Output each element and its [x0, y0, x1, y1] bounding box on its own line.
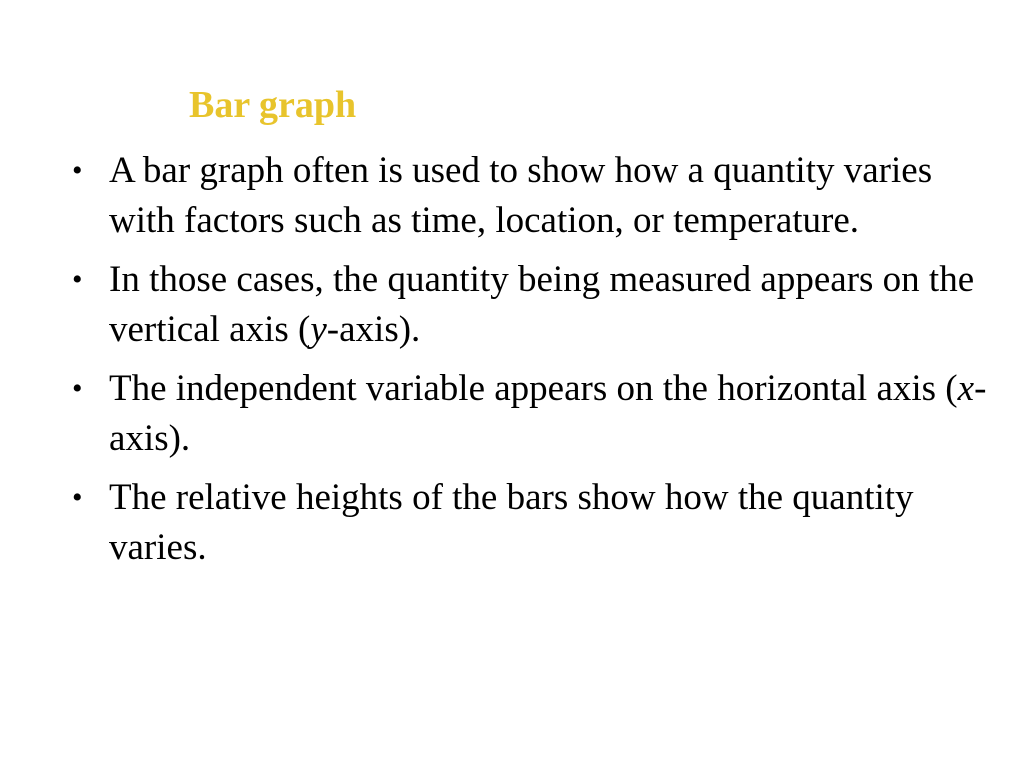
- bullet-text-after: -axis).: [326, 309, 421, 350]
- bullet-item: [72, 473, 992, 573]
- bullet-text-before: The independent variable appears on the horizontal axis (: [109, 368, 958, 409]
- bullet-icon: •: [72, 263, 83, 296]
- bullet-list: [72, 146, 992, 573]
- bullet-icon: •: [72, 154, 83, 187]
- bullet-text-before: In those cases, the quantity being measured appears on the vertical axis (: [109, 259, 975, 350]
- bullet-item: [72, 146, 992, 246]
- bullet-item: [72, 255, 992, 355]
- bullet-item: [72, 364, 992, 464]
- slide-title: Bar graph: [189, 84, 357, 126]
- axis-variable: y: [310, 309, 327, 350]
- bullet-text-after: -axis).: [109, 368, 987, 459]
- bullet-icon: •: [72, 481, 83, 514]
- axis-variable: x: [957, 368, 975, 409]
- bullet-text: The relative heights of the bars show how the quantity varies.: [109, 477, 914, 568]
- bullet-icon: •: [72, 372, 83, 405]
- bullet-text: A bar graph often is used to show how a quantity varies with factors such as time, location, or temperature.: [109, 150, 933, 241]
